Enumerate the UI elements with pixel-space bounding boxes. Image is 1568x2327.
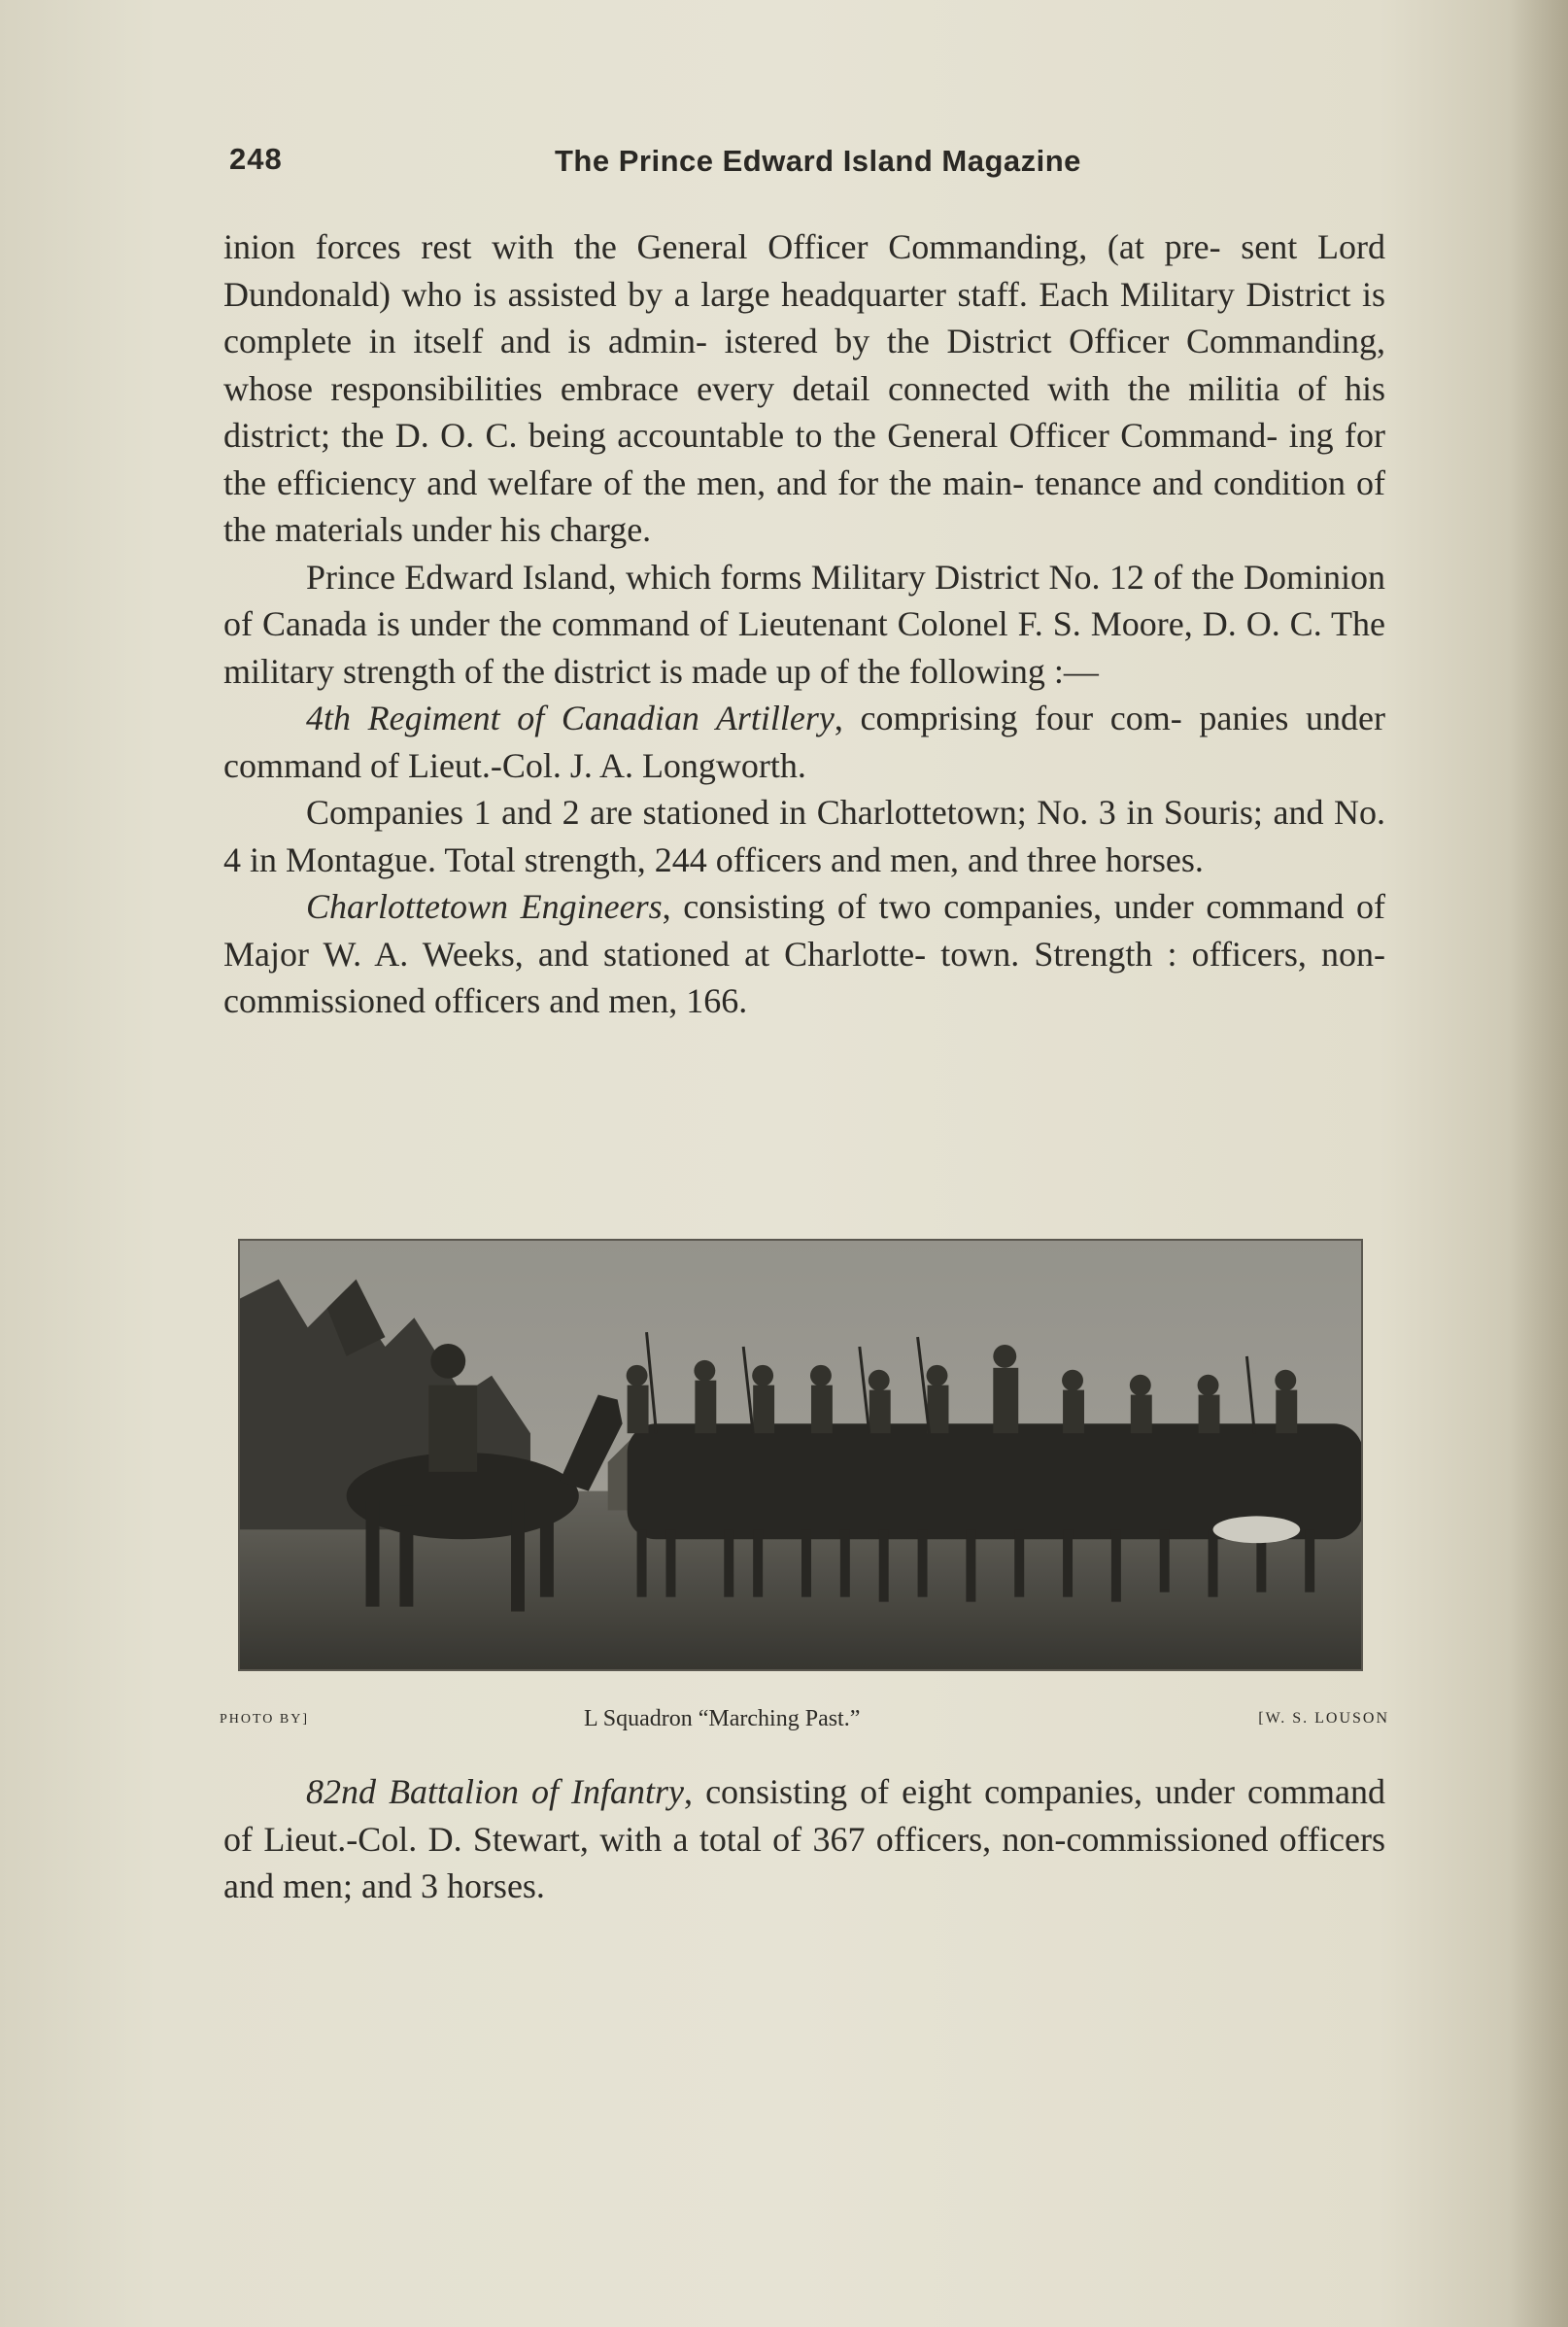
paragraph-infantry — [223, 1768, 1385, 1910]
artillery-text: , comprising four com- panies under command of Lieut.-Col. J. A. Longworth. — [223, 699, 1385, 785]
artillery-title: 4th Regiment of Canadian Artillery — [306, 699, 835, 737]
engineers-title: Charlottetown Engineers — [306, 887, 663, 926]
paragraph-forces: inion forces rest with the General Officer Commanding, (at pre- sent Lord Dundonald) who is assisted by a large headquarter staff. Each Military District is complete in itself and is admin- istered by the District Officer Commanding, whose responsibilities embrace every detail connected with the militia of his district; the D. O. C. being accountable to the General Officer Command- ing for the efficiency and welfare of the men, and for the main- tenance and condition of the materials under his charge. — [223, 227, 1385, 549]
engineers-text: , consisting of two companies, under command of Major W. A. Weeks, and stationed at Charlotte- town. Strength : officers, non-commissioned officers and men, 166. — [223, 887, 1385, 1020]
paragraph-district: Prince Edward Island, which forms Military District No. 12 of the Dominion of Canada is under the command of Lieutenant Colonel F. S. Moore, D. O. C. The military strength of the district is made up of the following :— — [223, 557, 1385, 691]
running-head — [229, 142, 1395, 190]
photo-caption-row — [220, 1706, 1389, 1745]
squadron-photograph — [238, 1239, 1363, 1671]
photo-illustration — [240, 1241, 1361, 1669]
body-text-top — [223, 223, 1385, 1025]
paragraph-engineers — [223, 883, 1385, 1025]
photo-caption: L Squadron “Marching Past.” — [584, 1706, 861, 1731]
photographer-name: [W. S. LOUSON — [1258, 1710, 1389, 1727]
body-text-bottom — [223, 1768, 1385, 1910]
infantry-title: 82nd Battalion of Infantry — [306, 1772, 685, 1811]
page-number: 248 — [229, 142, 283, 176]
paragraph-artillery — [223, 695, 1385, 789]
photo-credit-label: PHOTO BY] — [220, 1712, 310, 1727]
infantry-text: , consisting of eight companies, under command of Lieut.-Col. D. Stewart, with a total of 367 officers, non-commissioned officers and men; and 3 horses. — [223, 1772, 1386, 1905]
paragraph-companies: Companies 1 and 2 are stationed in Charlottetown; No. 3 in Souris; and No. 4 in Montague. Total strength, 244 officers and men, and three horses. — [223, 793, 1385, 879]
magazine-title: The Prince Edward Island Magazine — [555, 144, 1081, 178]
